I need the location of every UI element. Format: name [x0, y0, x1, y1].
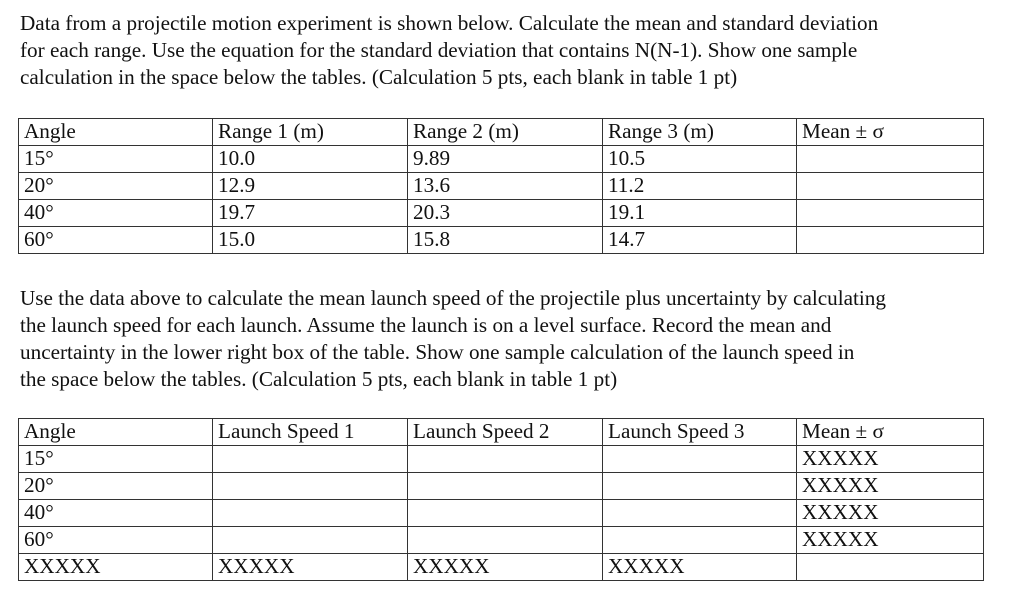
speed-blank-cell[interactable] [213, 446, 408, 473]
crossed-out-cell: XXXXX [797, 446, 984, 473]
range-cell: 11.2 [603, 173, 797, 200]
paragraph-line: for each range. Use the equation for the standard deviation that contains N(N-1). Show one sample [20, 38, 858, 62]
table-header-row [19, 119, 984, 146]
header-mean-sigma: Mean ± σ [797, 119, 984, 146]
range-cell: 13.6 [408, 173, 603, 200]
mean-blank-cell[interactable] [797, 200, 984, 227]
crossed-out-cell: XXXXX [797, 473, 984, 500]
paragraph-line: Use the data above to calculate the mean launch speed of the projectile plus uncertainty by calculating [20, 286, 886, 310]
range-cell: 15.0 [213, 227, 408, 254]
crossed-out-cell: XXXXX [408, 554, 603, 581]
mean-blank-cell[interactable] [797, 146, 984, 173]
paragraph-line: uncertainty in the lower right box of the table. Show one sample calculation of the launch speed in [20, 340, 855, 364]
range-cell: 14.7 [603, 227, 797, 254]
speed-blank-cell[interactable] [603, 473, 797, 500]
header-angle: Angle [19, 419, 213, 446]
header-launch-speed-1: Launch Speed 1 [213, 419, 408, 446]
mean-blank-cell[interactable] [797, 227, 984, 254]
range-cell: 15.8 [408, 227, 603, 254]
table-row [19, 446, 984, 473]
header-range-2: Range 2 (m) [408, 119, 603, 146]
speed-blank-cell[interactable] [213, 527, 408, 554]
angle-cell: 40° [19, 200, 213, 227]
angle-cell: 60° [19, 227, 213, 254]
range-cell: 9.89 [408, 146, 603, 173]
paragraph-line: the launch speed for each launch. Assume the launch is on a level surface. Record the mean and [20, 313, 832, 337]
angle-cell: 15° [19, 146, 213, 173]
paragraph-line: calculation in the space below the tables. (Calculation 5 pts, each blank in table 1 pt) [20, 65, 738, 89]
angle-cell: 60° [19, 527, 213, 554]
range-cell: 20.3 [408, 200, 603, 227]
paragraph-line: the space below the tables. (Calculation 5 pts, each blank in table 1 pt) [20, 367, 618, 391]
range-cell: 19.1 [603, 200, 797, 227]
speed-blank-cell[interactable] [408, 446, 603, 473]
speed-blank-cell[interactable] [213, 500, 408, 527]
table-row [19, 227, 984, 254]
angle-cell: 20° [19, 473, 213, 500]
instructions-paragraph-2 [20, 285, 1000, 393]
mean-blank-cell[interactable] [797, 173, 984, 200]
header-range-3: Range 3 (m) [603, 119, 797, 146]
table-row [19, 173, 984, 200]
range-data-table [18, 118, 984, 254]
speed-blank-cell[interactable] [408, 473, 603, 500]
table-row [19, 473, 984, 500]
angle-cell: 20° [19, 173, 213, 200]
launch-speed-table [18, 418, 984, 581]
paragraph-line: Data from a projectile motion experiment is shown below. Calculate the mean and standard deviation [20, 11, 879, 35]
crossed-out-cell: XXXXX [797, 500, 984, 527]
speed-blank-cell[interactable] [603, 446, 797, 473]
instructions-paragraph-1 [20, 10, 1000, 91]
range-cell: 10.0 [213, 146, 408, 173]
header-launch-speed-2: Launch Speed 2 [408, 419, 603, 446]
header-launch-speed-3: Launch Speed 3 [603, 419, 797, 446]
range-cell: 19.7 [213, 200, 408, 227]
mean-speed-result-cell[interactable] [797, 554, 984, 581]
crossed-out-cell: XXXXX [19, 554, 213, 581]
table-row [19, 500, 984, 527]
crossed-out-cell: XXXXX [603, 554, 797, 581]
range-cell: 10.5 [603, 146, 797, 173]
speed-blank-cell[interactable] [213, 473, 408, 500]
table-header-row [19, 419, 984, 446]
header-mean-sigma: Mean ± σ [797, 419, 984, 446]
crossed-out-cell: XXXXX [213, 554, 408, 581]
angle-cell: 40° [19, 500, 213, 527]
speed-blank-cell[interactable] [408, 500, 603, 527]
header-range-1: Range 1 (m) [213, 119, 408, 146]
range-cell: 12.9 [213, 173, 408, 200]
table-row [19, 146, 984, 173]
speed-blank-cell[interactable] [408, 527, 603, 554]
speed-blank-cell[interactable] [603, 500, 797, 527]
table-row [19, 200, 984, 227]
crossed-out-cell: XXXXX [797, 527, 984, 554]
speed-blank-cell[interactable] [603, 527, 797, 554]
header-angle: Angle [19, 119, 213, 146]
table-row [19, 554, 984, 581]
table-row [19, 527, 984, 554]
angle-cell: 15° [19, 446, 213, 473]
